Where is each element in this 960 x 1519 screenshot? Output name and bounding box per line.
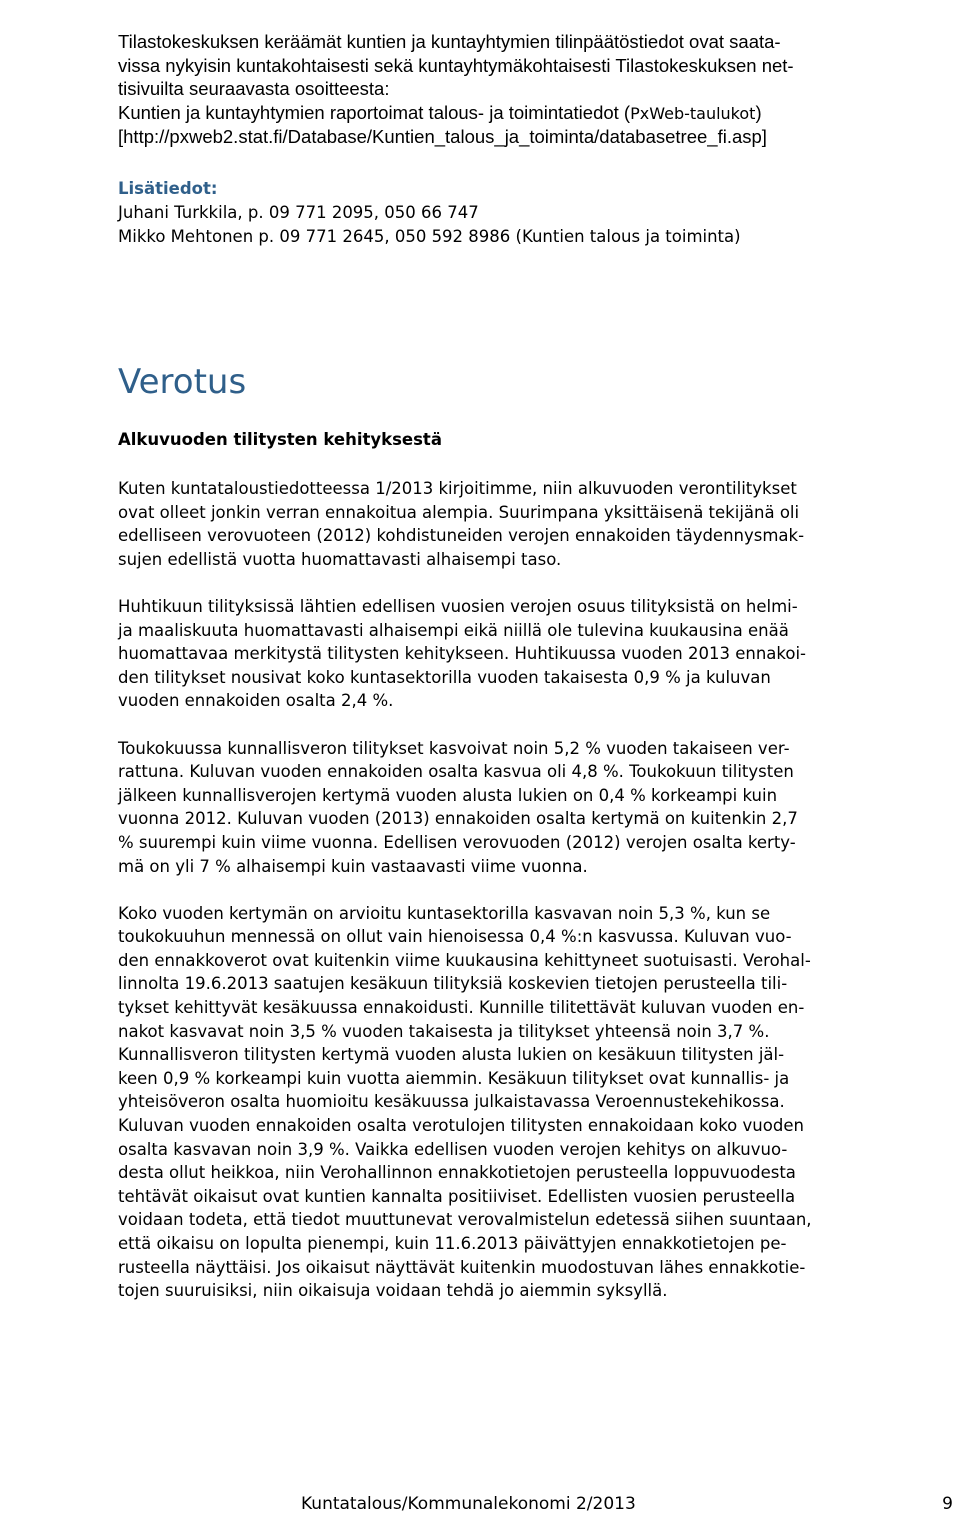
pxweb-link[interactable]: PxWeb-taulukot: [630, 103, 756, 123]
text-line: huomattavaa merkitystä tilitysten kehitykseen. Huhtikuussa vuoden 2013 ennakoi-: [118, 644, 806, 664]
text-line: Huhtikuun tilityksissä lähtien edellisen vuosien verojen osuus tilityksistä on helmi-: [118, 596, 798, 616]
database-url[interactable]: [http://pxweb2.stat.fi/Database/Kuntien_talous_ja_toiminta/databasetree_fi.asp]: [118, 126, 767, 148]
text-line: toukokuuhun mennessä on ollut vain hienoisessa 0,4 %:n kasvussa. Kuluvan vuo-: [118, 927, 792, 947]
text-line: rattuna. Kuluvan vuoden ennakoiden osalta kasvua oli 4,8 %. Toukokuun tilitysten: [118, 762, 794, 782]
contact-line: Mikko Mehtonen p. 09 771 2645, 050 592 8986 (Kuntien talous ja toiminta): [118, 226, 741, 246]
text-line: Kuten kuntataloustiedotteessa 1/2013 kirjoitimme, niin alkuvuoden verontilitykset: [118, 479, 797, 498]
paragraph: [118, 902, 940, 1303]
text-line: ovat olleet jonkin verran ennakoitua alempia. Suurimpana yksittäisenä tekijänä oli: [118, 502, 800, 522]
text-line: Toukokuussa kunnallisveron tilitykset kasvoivat noin 5,2 % vuoden takaiseen ver-: [118, 738, 790, 758]
paragraph: [118, 477, 940, 571]
text-line: vuonna 2012. Kuluvan vuoden (2013) ennakoiden osalta kertymä on kuitenkin 2,7: [118, 809, 798, 829]
text-line: jälkeen kunnallisverojen kertymä vuoden alusta lukien on 0,4 % korkeampi kuin: [118, 785, 778, 805]
page-footer: [301, 1494, 953, 1514]
intro-line: Tilastokeskuksen keräämät kuntien ja kuntayhtymien tilinpäätöstiedot ovat saata-: [118, 31, 781, 52]
text-line: vuoden ennakoiden osalta 2,4 %.: [118, 691, 394, 711]
text-line: mä on yli 7 % alhaisempi kuin vastaavasti viime vuonna.: [118, 856, 588, 876]
text-line: keen 0,9 % korkeampi kuin vuotta aiemmin. Kesäkuun tilitykset ovat kunnallis- ja: [118, 1068, 790, 1088]
section-title: Verotus: [118, 362, 247, 402]
info-heading: Lisätiedot:: [118, 178, 218, 198]
text-line: voidaan todeta, että tiedot muuttunevat verovalmistelun edetessä siihen suuntaan,: [118, 1210, 812, 1230]
section-subtitle: Alkuvuoden tilitysten kehityksestä: [118, 430, 442, 449]
intro-line-end: ): [755, 101, 762, 123]
paragraph: [118, 595, 940, 713]
text-line: osalta kasvavan noin 3,9 %. Vaikka edellisen vuoden verojen kehitys on alkuvuo-: [118, 1139, 788, 1159]
text-line: Koko vuoden kertymän on arvioitu kuntasektorilla kasvavan noin 5,3 %, kun se: [118, 903, 771, 923]
contact-line: Juhani Turkkila, p. 09 771 2095, 050 66 747: [118, 202, 479, 222]
text-line: nakot kasvavat noin 3,5 % vuoden takaisesta ja tilitykset yhteensä noin 3,7 %.: [118, 1021, 770, 1041]
text-line: sujen edellistä vuotta huomattavasti alhaisempi taso.: [118, 549, 562, 569]
paragraph: [118, 737, 940, 879]
article-body: [118, 477, 940, 1326]
intro-text: [118, 30, 940, 149]
page-number: 9: [942, 1494, 953, 1514]
text-line: että oikaisu on lopulta pienempi, kuin 11.6.2013 päivättyjen ennakkotietojen pe-: [118, 1234, 787, 1253]
text-line: rusteella näyttäisi. Jos oikaisut näyttävät kuitenkin muodostuvan lähes ennakkotie-: [118, 1257, 806, 1277]
text-line: tojen suuruisiksi, niin oikaisuja voidaan tehdä jo aiemmin syksyllä.: [118, 1281, 668, 1301]
text-line: linnolta 19.6.2013 saatujen kesäkuun tilityksiä koskevien tietojen perusteella tili-: [118, 974, 788, 994]
intro-line: [118, 101, 940, 126]
publication-name: Kuntatalous/Kommunalekonomi 2/2013: [301, 1494, 636, 1514]
contact-info: [118, 177, 940, 249]
text-line: yhteisöveron osalta huomioitu kesäkuussa julkaistavassa Veroennustekehikossa.: [118, 1092, 785, 1112]
text-line: % suurempi kuin viime vuonna. Edellisen verovuoden (2012) verojen osalta kerty-: [118, 832, 796, 852]
text-line: Kuluvan vuoden ennakoiden osalta verotulojen tilitysten ennakoidaan koko vuoden: [118, 1116, 804, 1136]
text-line: tykset kehittyvät kesäkuussa ennakoidusti. Kunnille tilitettävät kuluvan vuoden en-: [118, 998, 805, 1018]
text-line: Kunnallisveron tilitysten kertymä vuoden alusta lukien on kesäkuun tilitysten jäl-: [118, 1045, 785, 1065]
text-line: den ennakkoverot ovat kuitenkin viime kuukausina kehittyneet suotuisasti. Verohal-: [118, 950, 811, 970]
intro-line: tisivuilta seuraavasta osoitteesta:: [118, 78, 390, 100]
page-content: [118, 30, 940, 1301]
text-line: den tilitykset nousivat koko kuntasektorilla vuoden takaisesta 0,9 % ja kuluvan: [118, 667, 771, 687]
intro-line: vissa nykyisin kuntakohtaisesti sekä kuntayhtymäkohtaisesti Tilastokeskuksen net-: [118, 54, 794, 76]
text-line: ja maaliskuuta huomattavasti alhaisempi eikä niillä ole tulevina kuukausina enää: [118, 620, 789, 640]
text-line: tehtävät oikaisut ovat kuntien kannalta positiiviset. Edellisten vuosien perusteella: [118, 1186, 796, 1206]
text-line: edelliseen verovuoteen (2012) kohdistuneiden verojen ennakoiden täydennysmak-: [118, 526, 805, 546]
intro-line-text: Kuntien ja kuntayhtymien raportoimat talous- ja toimintatiedot (: [118, 101, 631, 123]
text-line: desta ollut heikkoa, niin Verohallinnon ennakkotietojen perusteella loppuvuodesta: [118, 1163, 796, 1183]
